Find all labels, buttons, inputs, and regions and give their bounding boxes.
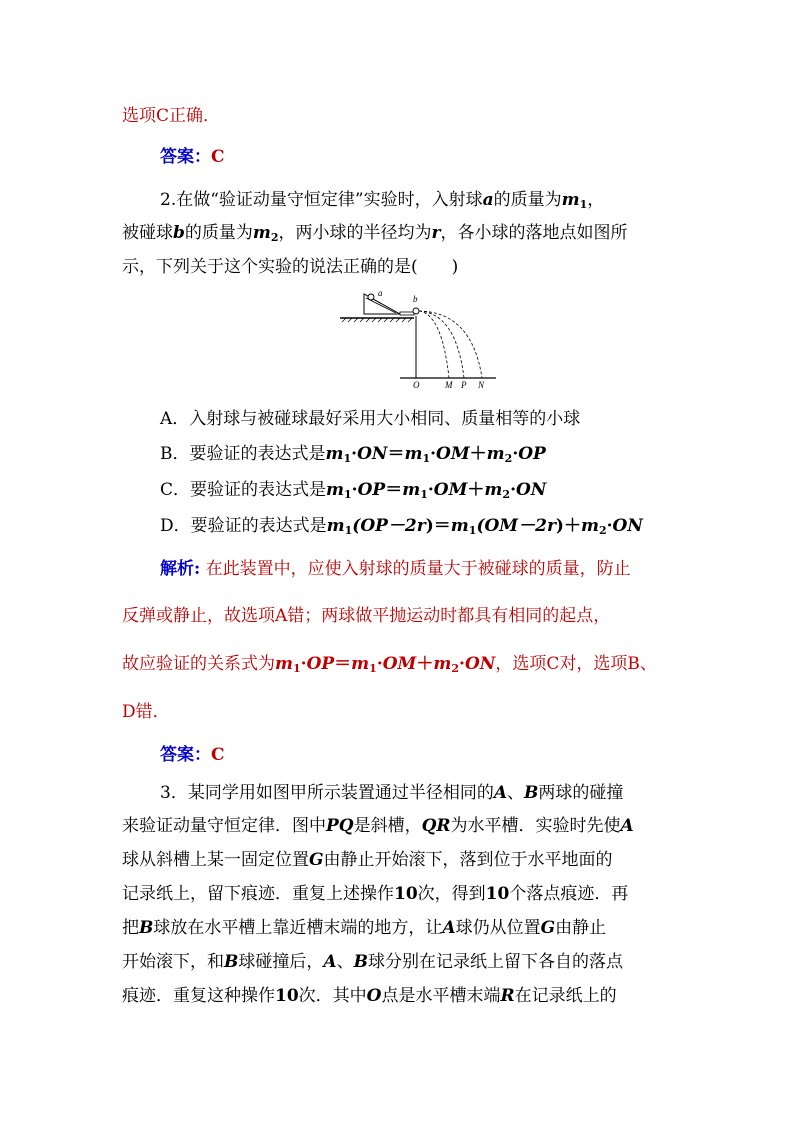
- answer-label: 答案：: [160, 745, 211, 765]
- label-O: O: [413, 380, 420, 390]
- analysis-line-4: D错．: [122, 702, 170, 722]
- label-P: P: [461, 380, 467, 390]
- analysis-line-2: 反弹或静止，故选项A错；两球做平抛运动时都具有相同的起点，: [122, 606, 611, 626]
- question-3-line-4: 记录纸上，留下痕迹．重复上述操作10次，得到10个落点痕迹．再: [122, 884, 629, 904]
- answer-line-1: [160, 146, 225, 168]
- question-3-line-2: 来验证动量守恒定律．图中PQ是斜槽，QR为水平槽．实验时先使A: [122, 816, 634, 836]
- question-3-line-6: 开始滚下，和B球碰撞后，A、B球分别在记录纸上留下各自的落点: [122, 952, 623, 972]
- collision-apparatus-diagram: [338, 286, 498, 392]
- answer-line-2: [160, 744, 225, 766]
- ball-b: [413, 308, 419, 314]
- question-3-line-5: 把B球放在水平槽上靠近槽末端的地方，让A球仍从位置G由静止: [122, 918, 607, 938]
- question-2-line-3: 示，下列关于这个实验的说法正确的是( ): [122, 257, 459, 277]
- label-M: M: [445, 380, 453, 390]
- analysis-line-1: 解析: 在此装置中，应使入射球的质量大于被碰球的质量，防止: [160, 559, 631, 579]
- option-a: A．入射球与被碰球最好采用大小相同、质量相等的小球: [160, 409, 581, 429]
- label-a: a: [378, 288, 383, 298]
- option-b: B．要验证的表达式是$m_1\cdot ON=m_1\cdot OM+m_2\cdot OP$: [160, 444, 546, 465]
- question-3-line-3: 球从斜槽上某一固定位置G由静止开始滚下，落到位于水平地面的: [122, 850, 613, 870]
- prev-solution-end: 选项C正确．: [122, 106, 221, 126]
- answer-label: 答案：: [160, 147, 211, 167]
- label-b: b: [413, 294, 418, 304]
- option-d: D．要验证的表达式是$m_1(OP-2r)=m_1(OM-2r)+m_2\cdot ON$: [160, 516, 643, 537]
- question-2-line-1: 2.在做“验证动量守恒定律”实验时，入射球a的质量为$m_1$，: [160, 190, 605, 211]
- analysis-label: 解析:: [160, 559, 201, 579]
- option-c: C．要验证的表达式是$m_1\cdot OP=m_1\cdot OM+m_2\cdot ON$: [160, 480, 547, 501]
- answer-value: C: [211, 745, 225, 765]
- answer-value: C: [211, 147, 225, 167]
- question-2-line-2: 被碰球b的质量为$m_2$，两小球的半径均为r，各小球的落地点如图所: [122, 223, 628, 244]
- label-N: N: [478, 380, 485, 390]
- question-3-line-7: 痕迹．重复这种操作10次．其中O点是水平槽末端R在记录纸上的: [122, 986, 617, 1006]
- analysis-line-3: 故应验证的关系式为$m_1\cdot OP=m_1\cdot OM+m_2\cdot ON$，选项C对，选项B、: [122, 654, 657, 675]
- ball-a: [368, 294, 374, 300]
- question-3-line-1: 3．某同学用如图甲所示装置通过半径相同的A、B两球的碰撞: [160, 783, 624, 803]
